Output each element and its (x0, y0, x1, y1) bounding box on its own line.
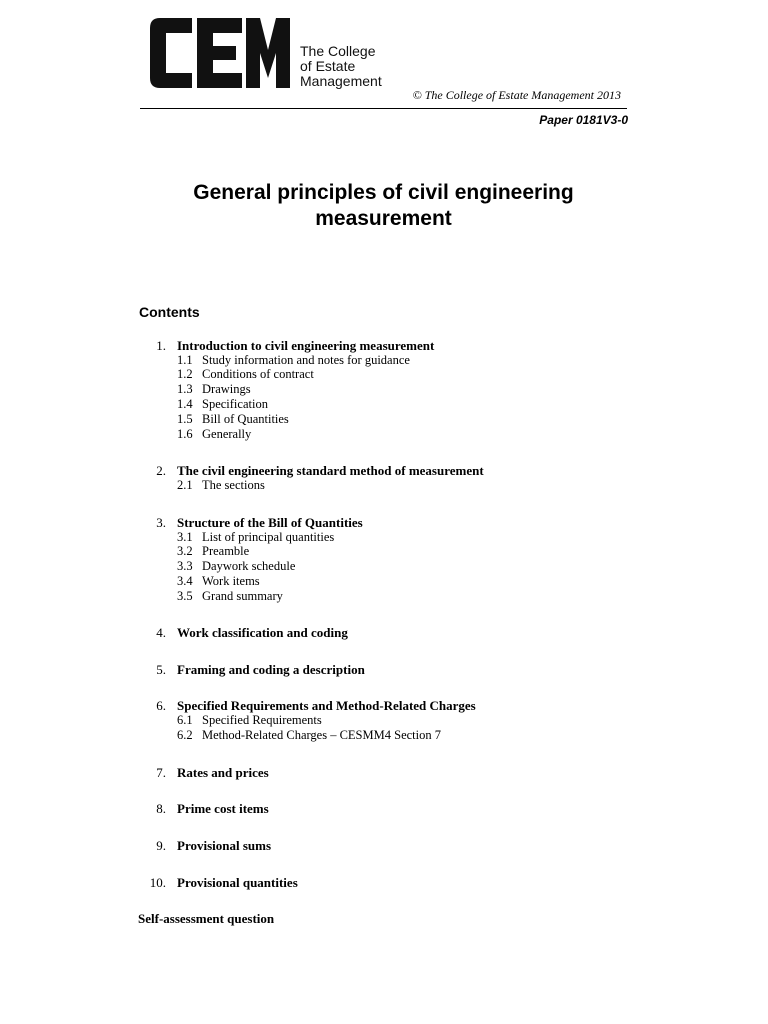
subsection-number: 3.3 (177, 559, 193, 573)
subsection-title: Work items (202, 574, 260, 588)
subsection-title: Generally (202, 427, 252, 441)
subsection-item (177, 412, 289, 427)
subsection-title: Daywork schedule (202, 559, 296, 573)
self-assessment-heading: Self-assessment question (138, 911, 275, 926)
section-title: Work classification and coding (177, 625, 348, 640)
subsection-number: 1.3 (177, 382, 193, 396)
subsection-item (177, 367, 314, 382)
subsection-number: 3.5 (177, 589, 193, 603)
subsection-number: 1.6 (177, 427, 193, 441)
section-title: Provisional sums (177, 838, 272, 853)
subsection-item (177, 544, 249, 559)
subsection-item (177, 728, 441, 743)
subsection-title: List of principal quantities (202, 530, 335, 544)
subsection-title: Drawings (202, 382, 251, 396)
subsection-item (177, 713, 322, 728)
subsection-title: Grand summary (202, 589, 283, 603)
subsection-number: 3.2 (177, 544, 193, 558)
subsection-item (177, 353, 410, 368)
section-number: 8. (156, 801, 166, 816)
subsection-number: 1.1 (177, 353, 193, 367)
subsection-number: 6.2 (177, 728, 193, 742)
section-title: Introduction to civil engineering measurement (177, 338, 435, 353)
subsection-title: Specification (202, 397, 268, 411)
subsection-title: Specified Requirements (202, 713, 322, 727)
section-number: 9. (156, 838, 166, 853)
subsection-item (177, 530, 334, 545)
subsection-number: 2.1 (177, 478, 193, 492)
logo-text-line: The College (300, 43, 376, 59)
header-rule (140, 108, 627, 109)
section-title: Framing and coding a description (177, 662, 365, 677)
section-number: 2. (156, 463, 166, 478)
document-title: General principles of civil engineering measurement (193, 181, 574, 230)
logo-text-line: Management (300, 73, 382, 89)
subsection-number: 3.1 (177, 530, 193, 544)
subsection-title: Bill of Quantities (202, 412, 289, 426)
subsection-item (177, 574, 260, 589)
subsection-number: 1.5 (177, 412, 193, 426)
section-title: Structure of the Bill of Quantities (177, 515, 363, 530)
section-number: 5. (156, 662, 166, 677)
section-title: Rates and prices (177, 765, 269, 780)
subsection-item (177, 427, 251, 442)
cem-logo (150, 18, 290, 88)
subsection-number: 6.1 (177, 713, 193, 727)
subsection-item (177, 559, 295, 574)
section-number: 3. (156, 515, 166, 530)
section-number: 6. (156, 698, 166, 713)
logo-text-line: of Estate (300, 58, 356, 74)
section-number: 1. (156, 338, 166, 353)
section-title: Provisional quantities (177, 875, 298, 890)
subsection-title: Study information and notes for guidance (202, 353, 410, 367)
subsection-title: Conditions of contract (202, 367, 314, 381)
subsection-item (177, 589, 283, 604)
subsection-item (177, 397, 268, 412)
subsection-number: 1.4 (177, 397, 193, 411)
subsection-title: Preamble (202, 544, 250, 558)
subsection-item (177, 478, 265, 493)
subsection-title: The sections (202, 478, 265, 492)
section-title: The civil engineering standard method of measurement (177, 463, 484, 478)
subsection-number: 3.4 (177, 574, 193, 588)
subsection-number: 1.2 (177, 367, 193, 381)
section-title: Specified Requirements and Method-Related Charges (177, 698, 476, 713)
copyright-notice: © The College of Estate Management 2013 (412, 88, 621, 102)
subsection-item (177, 382, 251, 397)
section-title: Prime cost items (177, 801, 269, 816)
paper-reference: Paper 0181V3-0 (539, 113, 628, 127)
section-number: 4. (156, 625, 166, 640)
subsection-title: Method-Related Charges – CESMM4 Section 7 (202, 728, 441, 742)
section-number: 7. (156, 765, 166, 780)
section-number: 10. (149, 875, 166, 890)
contents-heading: Contents (139, 304, 200, 320)
